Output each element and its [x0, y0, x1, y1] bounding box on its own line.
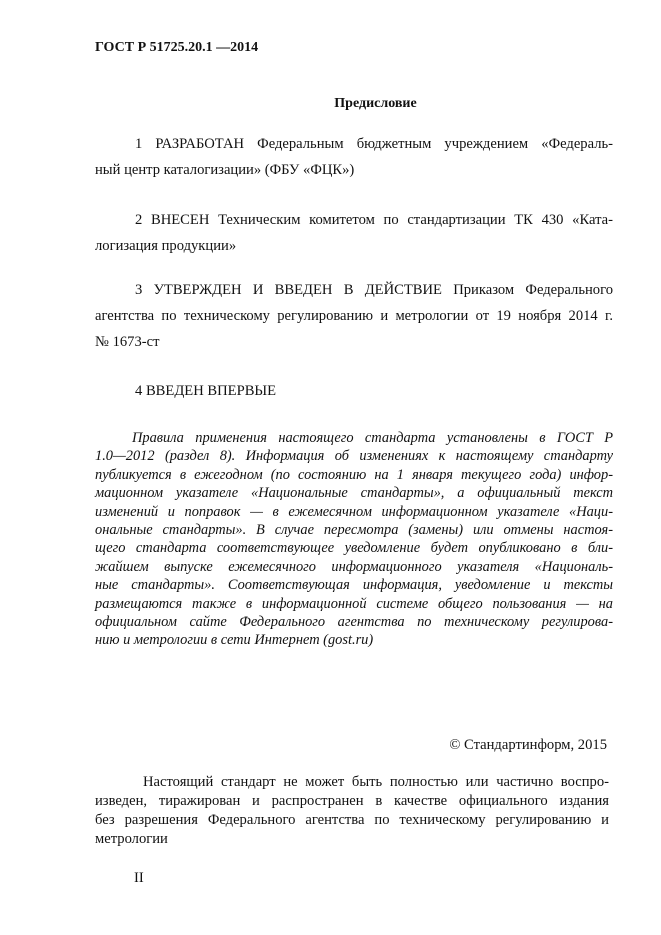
text-line: изменений и поправок — в ежемесячном информационном указателе «Наци- [95, 503, 613, 520]
text-line: размещаются также в информационной системе общего пользования — на [95, 595, 613, 612]
text-line: агентства по техническому регулированию и метрологии от 19 ноября 2014 г. [95, 308, 613, 324]
page-title: Предисловие [334, 96, 417, 111]
text-line: мационном указателе «Национальные стандарты», а официальный текст [95, 485, 613, 502]
text-line: без разрешения Федерального агентства по техническому регулированию и [95, 812, 609, 828]
text-line: 1 РАЗРАБОТАН Федеральным бюджетным учреждением «Федераль- [135, 136, 613, 152]
foreword-item-approved [95, 277, 613, 355]
text-line: Правила применения настоящего стандарта установлены в ГОСТ Р [132, 430, 613, 446]
copyright-notice: © Стандартинформ, 2015 [449, 737, 607, 753]
foreword-item-introduced [95, 207, 613, 259]
text-line: № 1673-ст [95, 334, 160, 350]
text-line: ональные стандарты». В случае пересмотра (замены) или отмены настоя- [95, 522, 613, 539]
text-line: изведен, тиражирован и распространен в качестве официального издания [95, 793, 609, 809]
text-line: логизация продукции» [95, 238, 237, 254]
foreword-item-first-introduced [95, 378, 613, 404]
text-line: 4 ВВЕДЕН ВПЕРВЫЕ [135, 383, 277, 399]
text-line: нию и метрологии в сети Интернет (gost.ru) [95, 632, 374, 649]
text-line: официальном сайте Федерального агентства по техническому регулирова- [95, 614, 613, 631]
text-line: 2 ВНЕСЕН Техническим комитетом по стандартизации ТК 430 «Ката- [135, 212, 613, 228]
text-line: 1.0—2012 (раздел 8). Информация об изменениях к настоящему стандарту [95, 448, 613, 465]
text-line: щего стандарта соответствующее уведомление будет опубликовано в бли- [95, 540, 613, 557]
application-rules-note [95, 429, 613, 650]
text-line: 3 УТВЕРЖДЕН И ВВЕДЕН В ДЕЙСТВИЕ Приказом Федерального [135, 282, 613, 298]
text-line: метрологии [95, 831, 168, 847]
foreword-item-developed [95, 131, 613, 183]
reproduction-notice [95, 773, 609, 849]
document-code-header: ГОСТ Р 51725.20.1 —2014 [95, 40, 259, 55]
text-line: жайшем выпуске ежемесячного информационного указателя «Националь- [95, 558, 613, 575]
text-line: Настоящий стандарт не может быть полностью или частично воспро- [143, 774, 609, 790]
page-number: II [134, 870, 144, 886]
text-line: публикуется в ежегодном (по состоянию на 1 января текущего года) инфор- [95, 466, 613, 483]
text-line: ные стандарты». Соответствующая информация, уведомление и тексты [95, 577, 613, 594]
text-line: ный центр каталогизации» (ФБУ «ФЦК») [95, 162, 355, 178]
